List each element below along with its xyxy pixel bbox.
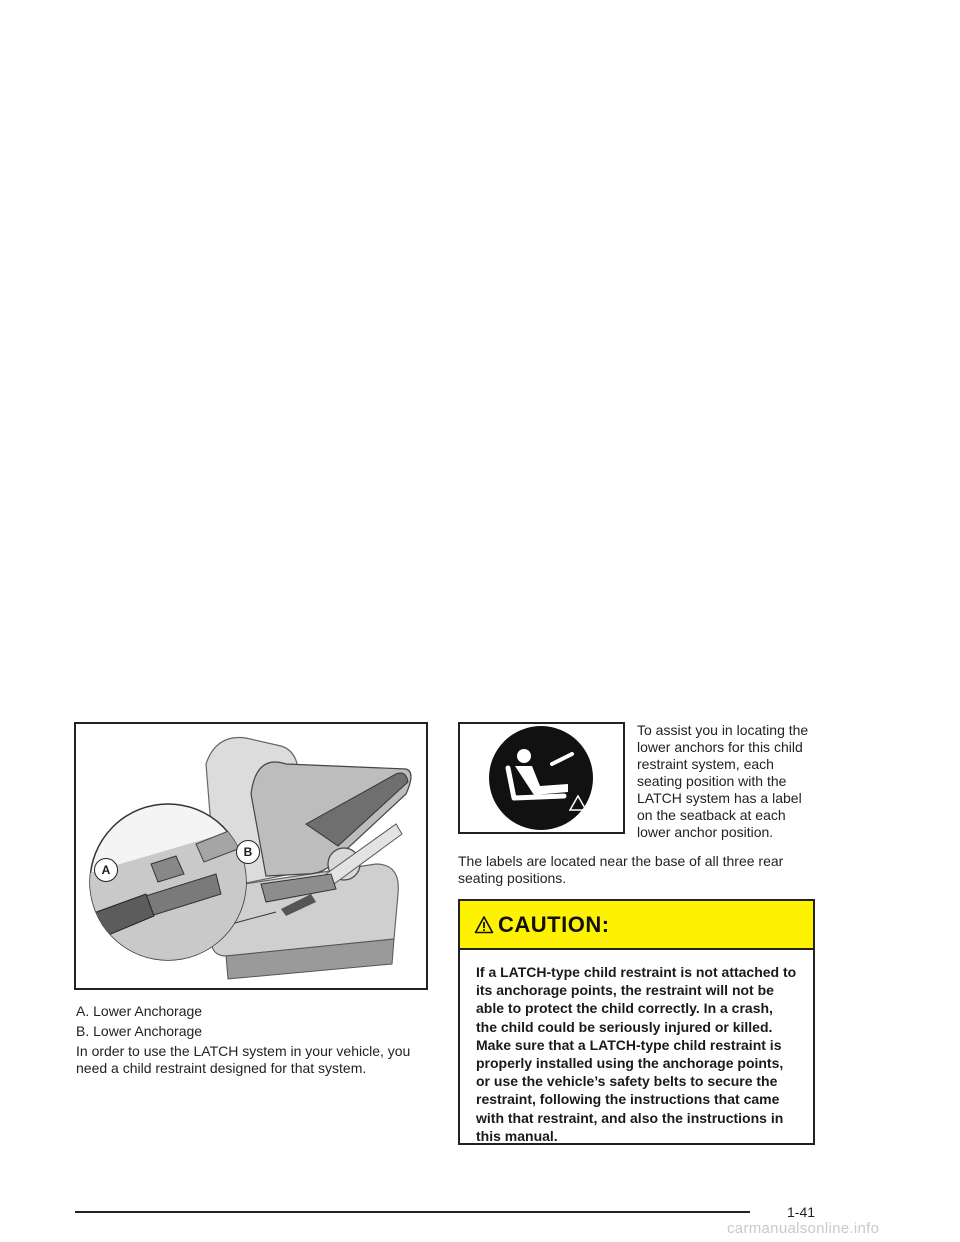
- caption-b: B. Lower Anchorage: [76, 1023, 203, 1039]
- callout-b-label: B: [243, 845, 253, 859]
- child-seat-anchorage-illustration: [74, 722, 428, 990]
- callout-b: [236, 840, 260, 864]
- assist-locating-paragraph: To assist you in locating the lower anchors for this child restraint system, each seating position with the LATCH system has a label on the seatback at each lower anchor position.: [637, 722, 809, 840]
- caption-a: A. Lower Anchorage: [76, 1003, 203, 1019]
- caution-box: [458, 899, 815, 1145]
- page-number: 1-41: [787, 1204, 816, 1220]
- warning-triangle-icon: [474, 915, 494, 935]
- caution-header: [460, 901, 813, 950]
- latch-requirement-paragraph: In order to use the LATCH system in your vehicle, you need a child restraint designed for that system.: [76, 1043, 411, 1076]
- latch-label-figure: [458, 722, 625, 834]
- callout-a: [94, 858, 118, 882]
- caution-body: If a LATCH-type child restraint is not attached to its anchorage points, the restraint will not be able to protect the child correctly. In a crash, the child could be seriously injured or killed. Make sure that a LATCH-type child restraint is properly installed using the anchorage points, or use the vehicle’s safety belts to secure the restraint, following the instructions that came with that restraint, and also the instructions in this manual.: [476, 964, 797, 1144]
- footer-rule: [75, 1211, 750, 1213]
- watermark: carmanualsonline.info: [727, 1220, 880, 1237]
- caution-title: CAUTION:: [498, 911, 610, 937]
- callout-a-label: A: [101, 863, 111, 877]
- child-seat-symbol-icon: [460, 724, 623, 832]
- labels-location-paragraph: The labels are located near the base of all three rear seating positions.: [458, 853, 784, 886]
